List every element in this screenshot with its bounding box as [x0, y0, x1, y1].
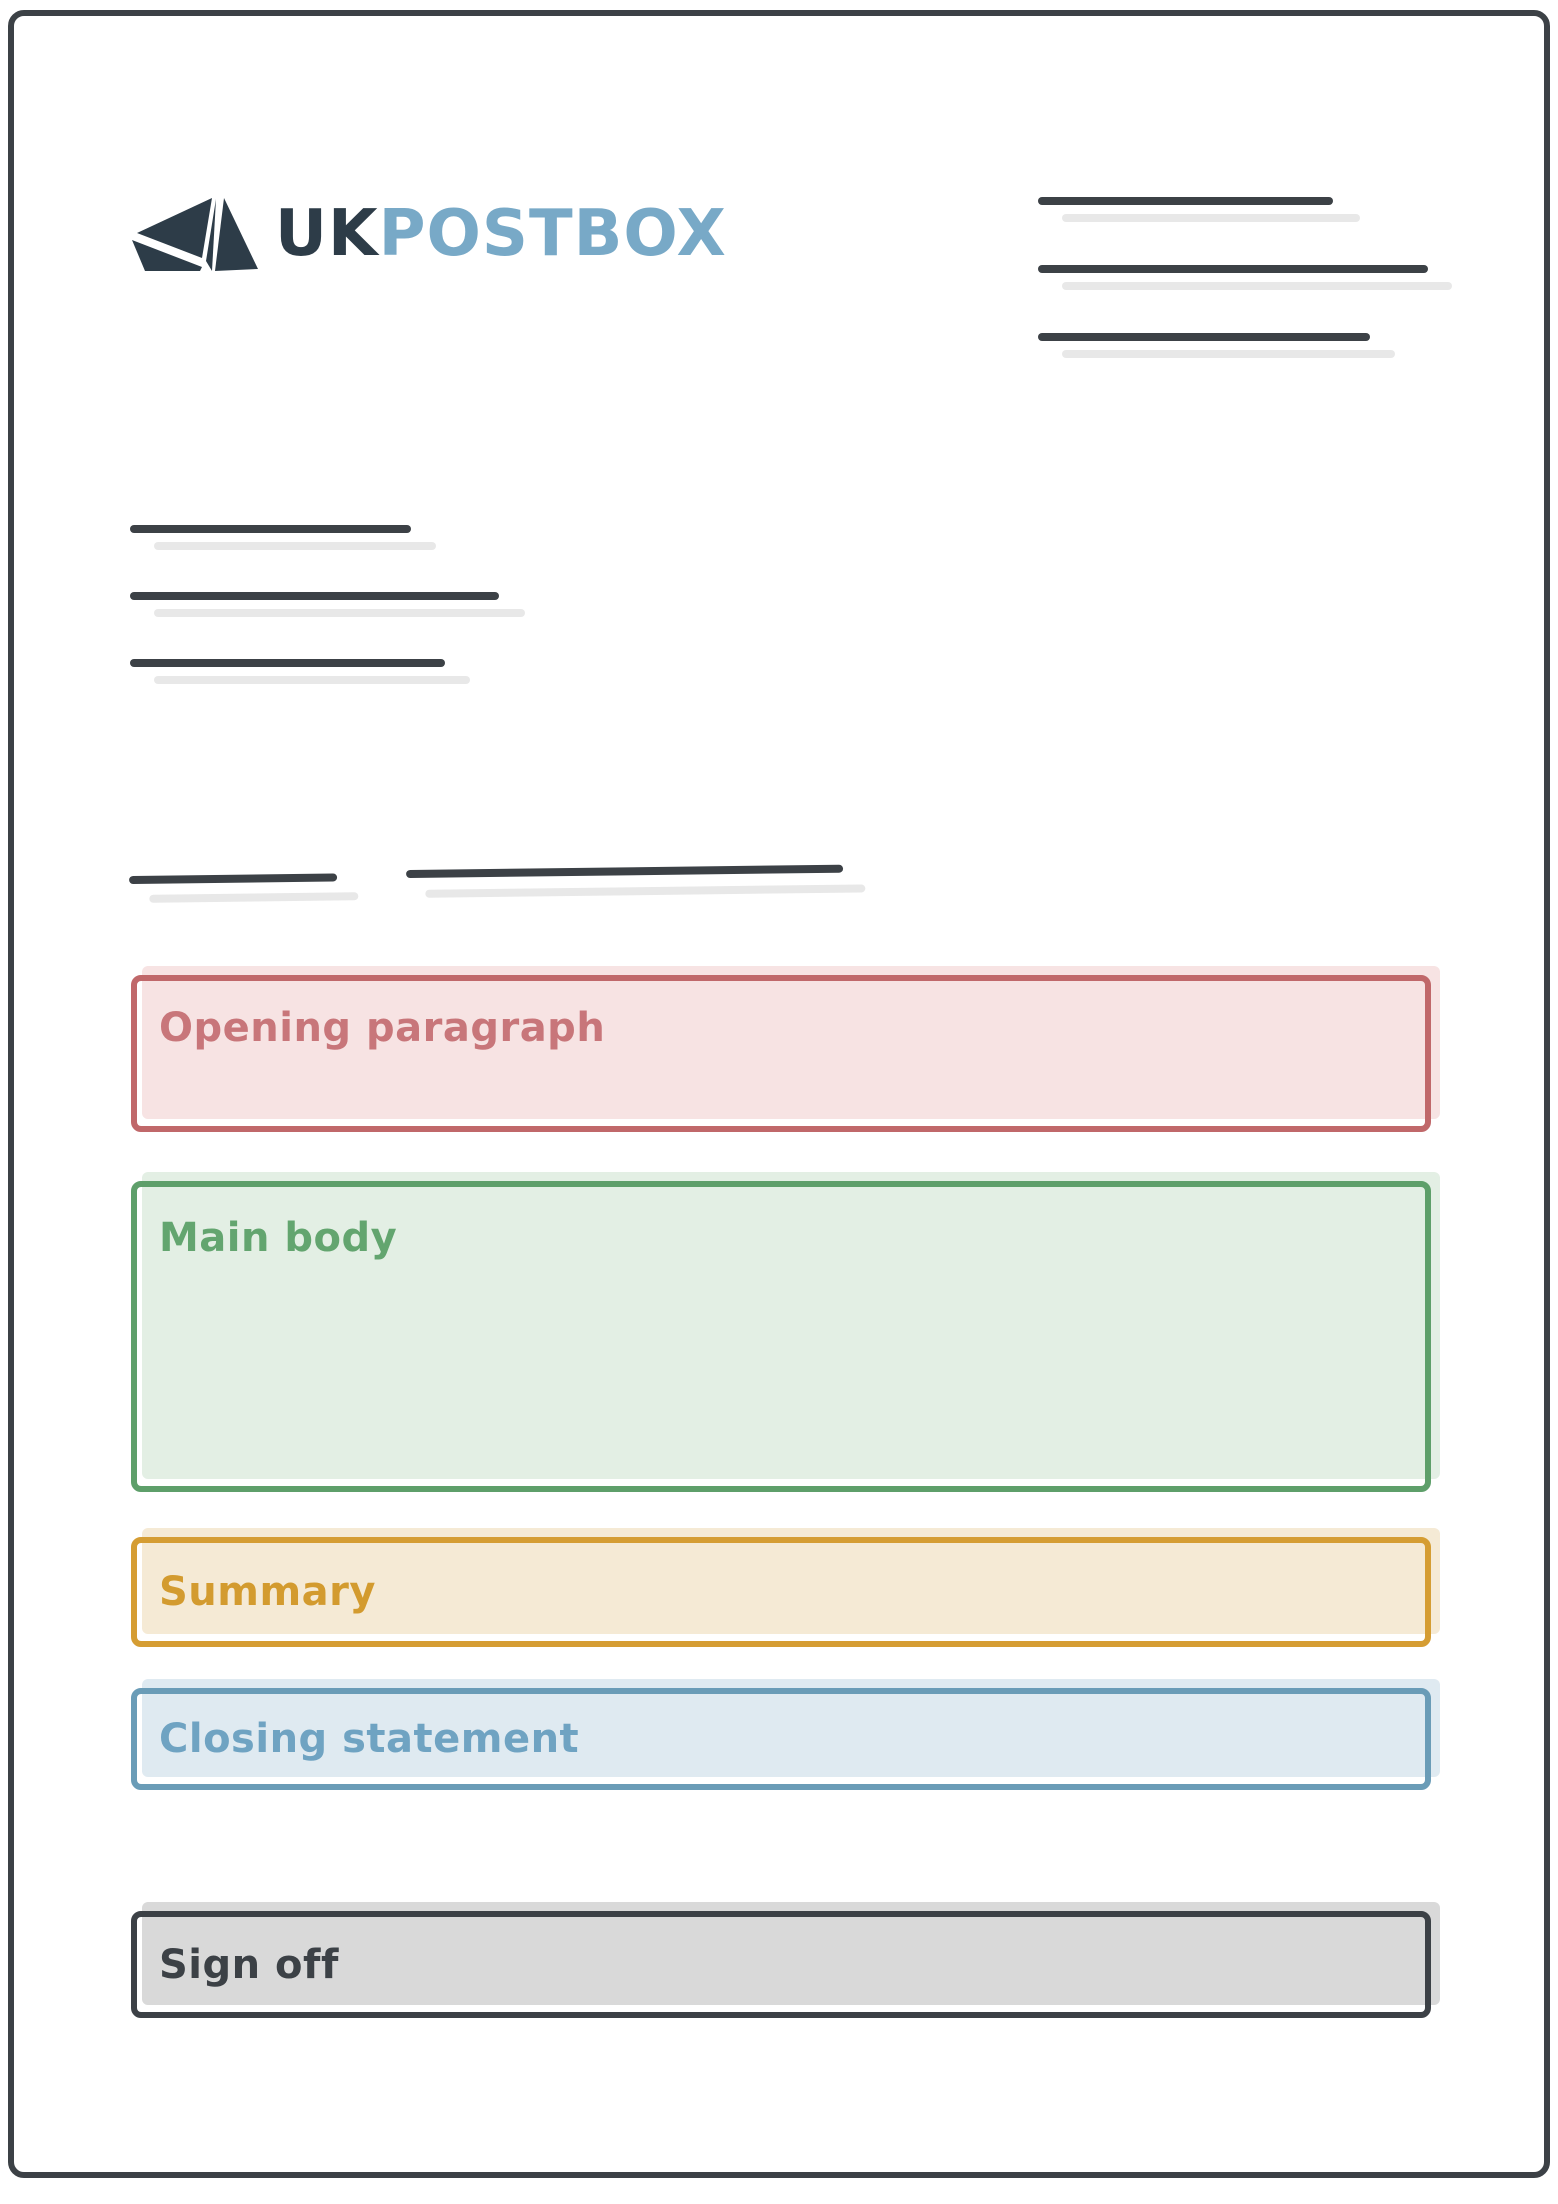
recipient-address-lines — [1038, 193, 1538, 233]
placeholder-line-light — [154, 676, 470, 684]
section-label: Summary — [159, 1569, 376, 1615]
ukpostbox-logo — [130, 196, 727, 273]
placeholder-line-light — [154, 609, 525, 617]
placeholder-line-dark — [130, 525, 411, 533]
placeholder-line-dark — [1038, 197, 1333, 205]
logo-wordmark — [275, 196, 727, 273]
placeholder-line-dark — [129, 873, 337, 884]
section-sign-off — [131, 1911, 1431, 2018]
placeholder-line-dark — [1038, 333, 1370, 341]
section-label: Main body — [159, 1215, 398, 1261]
salutation-lines-right — [406, 860, 906, 906]
placeholder-line-light — [1062, 214, 1360, 222]
section-label: Sign off — [159, 1941, 339, 1988]
placeholder-line-dark — [130, 592, 499, 600]
placeholder-line-light — [1062, 350, 1395, 358]
ukpostbox-envelope-icon — [130, 196, 259, 273]
section-summary — [131, 1537, 1431, 1647]
section-main-body — [131, 1181, 1431, 1492]
section-closing-statement — [131, 1688, 1431, 1790]
placeholder-line-light — [1062, 282, 1452, 290]
section-opening-paragraph — [131, 975, 1431, 1132]
logo-postbox-text: POSTBOX — [378, 197, 727, 271]
placeholder-line-dark — [130, 659, 445, 667]
section-label: Closing statement — [159, 1716, 580, 1762]
placeholder-line-dark — [406, 865, 843, 878]
sender-address-lines — [130, 520, 630, 560]
placeholder-line-light — [154, 542, 436, 550]
section-label: Opening paragraph — [159, 1005, 606, 1051]
placeholder-line-light — [425, 884, 865, 897]
placeholder-line-dark — [1038, 265, 1428, 273]
logo-uk-text: UK — [275, 197, 379, 271]
placeholder-line-light — [149, 892, 358, 903]
